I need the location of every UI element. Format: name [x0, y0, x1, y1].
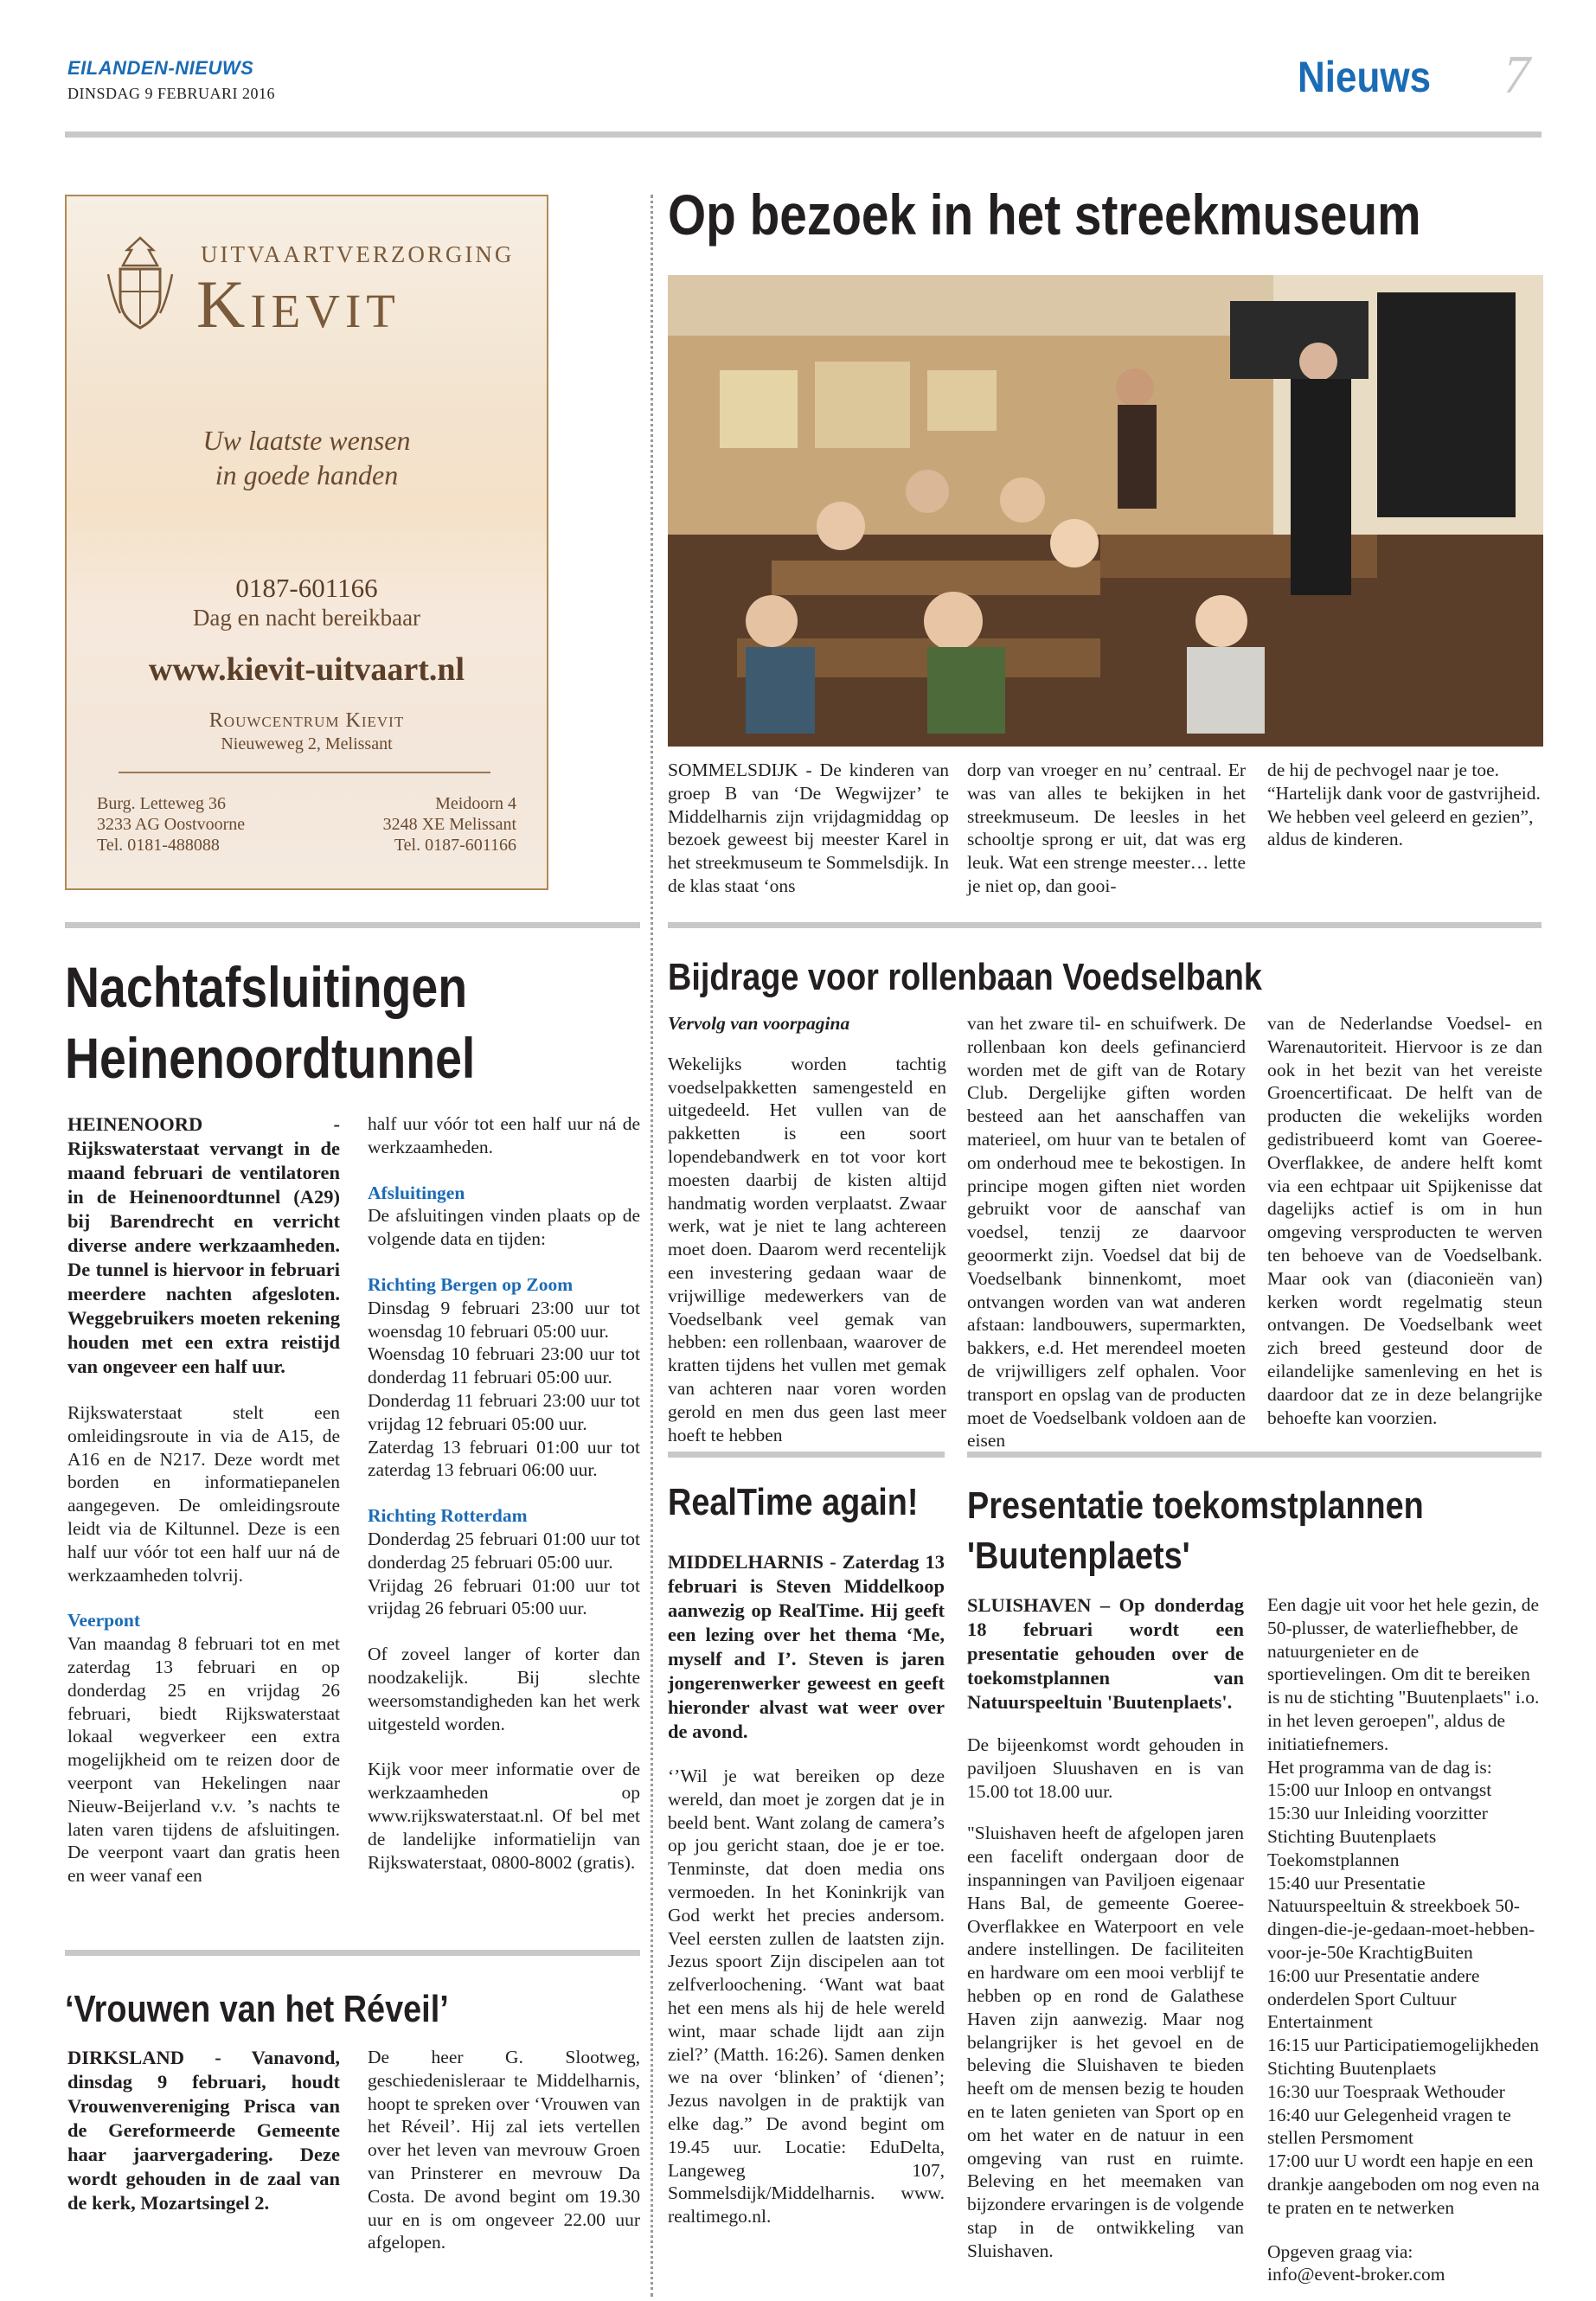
- museum-col-2: dorp van vroeger en nu’ centraal. Er was van alles te bekijken in het streekmuseum. De leesles in het schooltje sprong er uit, dat was erg leuk. Wat een strenge meester… lette je niet op, dan gooi-: [967, 760, 1246, 896]
- program-item: 16:00 uur Presentatie andere onderdelen Sport Cultuur Entertainment: [1267, 1965, 1480, 2033]
- tunnel-col-1: [67, 1112, 340, 1888]
- column-divider: [651, 195, 653, 2297]
- ad-address-line: Tel. 0181-488088: [97, 836, 220, 855]
- buutenplaets-headline-line: 'Buutenplaets': [967, 1535, 1190, 1577]
- ad-slogan: [67, 423, 547, 492]
- program-intro: Het programma van de dag is:: [1267, 1756, 1492, 1778]
- buutenplaets-col-1: [967, 1593, 1244, 2263]
- tunnel-p1: Rijkswaterstaat stelt een omleidingsroute in via de A15, de A16 en de N217. Deze wordt met borden en informatiepanelen aangegeven. De omleidingsroute leidt via de Kiltunnel. Deze is een half uur vóór tot een half uur ná de werkzaamheden tolvrij.: [67, 1402, 340, 1586]
- bergen-item: Zaterdag 13 februari 01:00 uur tot zaterdag 13 februari 06:00 uur.: [368, 1436, 640, 1481]
- program-item: 15:00 uur Inloop en ontvangst: [1267, 1779, 1492, 1801]
- rotterdam-item: Donderdag 25 februari 01:00 uur tot donderdag 25 februari 05:00 uur.: [368, 1528, 640, 1573]
- buutenplaets-headline-line: Presentatie toekomstplannen: [967, 1484, 1424, 1527]
- museum-col-3: de hij de pechvogel naar je toe. “Hartelijk dank voor de gastvrijheid. We hebben veel geleerd en gezien”, aldus de kinderen.: [1267, 760, 1541, 850]
- ad-address-line: 3233 AG Oostvoorne: [97, 815, 246, 834]
- tunnel-col2-intro: half uur vóór tot een half uur ná de werkzaamheden.: [368, 1113, 640, 1157]
- tunnel-zoveel: Of zoveel langer of korter dan noodzakelijk. Bij slechte weersomstandigheden kan het werk uitgesteld worden.: [368, 1644, 640, 1734]
- realtime-lead: MIDDELHARNIS - Zaterdag 13 februari is Steven Middelkoop aanwezig op RealTime. Hij geeft een lezing over het thema ‘Me, myself and I’. Steven is jaren jongerenwerker geweest en geeft hieronder alvast wat weer over de avond.: [668, 1551, 945, 1742]
- section-rule: [967, 1452, 1542, 1458]
- buutenplaets-p1: De bijeenkomst wordt gehouden in paviljoen Sluushaven en is van 15.00 tot 18.00 uur.: [967, 1734, 1244, 1802]
- tunnel-info: Kijk voor meer informatie over de werkzaamheden op www.rijkswaterstaat.nl. Of bel met de landelijke informatielijn van Rijkswaterstaat, 0800-8002 (gratis).: [368, 1759, 640, 1873]
- ad-availability: Dag en nacht bereikbaar: [192, 605, 421, 631]
- rotterdam-heading: Richting Rotterdam: [368, 1505, 528, 1527]
- voedselbank-headline: Bijdrage voor rollenbaan Voedselbank: [668, 956, 1262, 998]
- page-number: 7: [1503, 46, 1530, 105]
- bergen-item: Dinsdag 9 februari 23:00 uur tot woensdag 10 februari 05:00 uur.: [368, 1297, 640, 1342]
- header-rule: [65, 131, 1542, 138]
- reveil-lead: DIRKSLAND - Vanavond, dinsdag 9 februari, houdt Vrouwenvereniging Prisca van de Gereformeerde Gemeente haar jaarvergadering. Deze wordt gehouden in de zaal van de kerk, Mozartsingel 2.: [67, 2047, 340, 2214]
- reveil-headline: ‘Vrouwen van het Réveil’: [65, 1988, 449, 2030]
- signup-email[interactable]: info@event-broker.com: [1267, 2264, 1445, 2285]
- bergen-item: Woensdag 10 februari 23:00 uur tot donderdag 11 februari 05:00 uur.: [368, 1343, 640, 1388]
- ad-brand-small: UITVAARTVERZORGING: [201, 241, 515, 267]
- tunnel-headline: [65, 952, 475, 1093]
- realtime-body: ‘’Wil je wat bereiken op deze wereld, dan moet je zorgen dat je in beeld bent. Want zolang de camera’s op jou gericht staan, doe je er toe. Tenminste, dat doen media ons vermoeden. In het Koninkrijk van God werkt het precies andersom. Veel eersten zullen de laatsten zijn. Jezus spoort Zijn discipelen aan tot zelfverloochening. ‘Want wat baat het een mens als hij de hele wereld wint, maar schade lijdt aan zijn ziel?’ (Matth. 16:26). Samen denken we na over ‘blinken’ of ‘dienen’; Jezus navolgen in de praktijk van elke dag.” De avond begint om 19.45 uur. Locatie: EduDelta, Langeweg 107, Sommelsdijk/Middelharnis. www. realtimego.nl.: [668, 1766, 945, 2227]
- ad-address-line: Burg. Letteweg 36: [97, 794, 227, 813]
- veerpont-heading: Veerpont: [67, 1610, 141, 1631]
- rotterdam-item: Vrijdag 26 februari 01:00 uur tot vrijdag 26 februari 05:00 uur.: [368, 1574, 640, 1619]
- program-item: 16:15 uur Participatiemogelijkheden Stichting Buutenplaets: [1267, 2035, 1540, 2079]
- realtime-col: [668, 1550, 945, 2228]
- classroom-photo: [668, 275, 1543, 747]
- ad-address-right: [383, 793, 516, 856]
- museum-col-1: SOMMELSDIJK - De kinderen van groep B van ‘De Wegwijzer’ te Middelharnis zijn vrijdagmiddag op bezoek geweest bij meester Karel in het streekmuseum te Sommelsdijk. In de klas staat ‘ons: [668, 760, 949, 896]
- bergen-item: Donderdag 11 februari 23:00 uur tot vrijdag 12 februari 05:00 uur.: [368, 1389, 640, 1434]
- newspaper-logo: EILANDEN-NIEUWS: [67, 57, 254, 79]
- reveil-body: De heer G. Slootweg, geschiedenisleraar te Middelharnis, hoopt te spreken over ‘Vrouwen van het Réveil’. Hij zal iets vertellen over het leven van mevrouw Groen van Prinsterer en mevrouw Da Costa. De avond begint om 19.30 uur en is om ongeveer 22.00 uur afgelopen.: [368, 2047, 640, 2253]
- section-title: Nieuws: [1298, 53, 1432, 101]
- buutenplaets-p3: Een dagje uit voor het hele gezin, de 50-plusser, de waterliefhebber, de natuurgenieter en de sportievelingen. Om dit te bereiken is nu de stichting "Buutenplaets" i.o. in het leven geroepen", aldus de initiatiefnemers.: [1267, 1594, 1540, 1754]
- tunnel-headline-line: Heinenoordtunnel: [65, 1026, 476, 1090]
- voedselbank-col-1: [668, 1012, 946, 1446]
- program-item: 16:30 uur Toespraak Wethouder: [1267, 2080, 1505, 2102]
- bergen-heading: Richting Bergen op Zoom: [368, 1273, 574, 1295]
- ad-slogan-line: in goede handen: [215, 459, 399, 490]
- realtime-headline: RealTime again!: [668, 1481, 919, 1523]
- ad-center-address: Nieuweweg 2, Melissant: [221, 734, 393, 753]
- buutenplaets-headline: [967, 1481, 1424, 1581]
- issue-date: DINSDAG 9 FEBRUARI 2016: [67, 85, 276, 102]
- ad-address-line: Tel. 0187-601166: [394, 836, 516, 855]
- voedselbank-col-3: van de Nederlandse Voedsel- en Warenautoriteit. Hiervoor is ze dan ook in het bezit van het vereiste Groencertificaat. De helft van de producten die wekelijks worden gedistribueerd komt van Goeree-Overflakkee, de andere helft komt via een echtpaar uit Spijkenisse dat dagelijks actief is om in hun omgeving versproducten te werven ten behoeve van de Voedselbank. Maar ook van (diaconieën van) kerken wordt regelmatig steun ontvangen. De Voedselbank weet zich breed gesteund door de eilandelijke samenleving en het is daardoor dat ze in deze belangrijke behoefte kan voorzien.: [1267, 1013, 1542, 1428]
- signup-label: Opgeven graag via:: [1267, 2240, 1413, 2262]
- program-item: 15:40 uur Presentatie Natuurspeeltuin & streekboek 50-dingen-die-je-gedaan-moet-hebben-voor-je-50e KrachtigBuiten: [1267, 1872, 1535, 1963]
- funeral-ad: [65, 195, 548, 890]
- buutenplaets-lead: SLUISHAVEN – Op donderdag 18 februari wordt een presentatie gehouden over de toekomstplannen van Natuurspeeltuin 'Buutenplaets'.: [967, 1594, 1244, 1713]
- ad-website[interactable]: www.kievit-uitvaart.nl: [148, 651, 465, 688]
- ad-center-name: Rouwcentrum Kievit: [208, 709, 405, 732]
- program-item: 17:00 uur U wordt een hapje en een drankje aangeboden om nog even na te praten en te netwerken: [1267, 2150, 1540, 2218]
- tunnel-lead: HEINENOORD - Rijkswaterstaat vervangt in de maand februari de ventilatoren in de Heinenoordtunnel (A29) bij Barendrecht en verricht diverse andere werkzaamheden. De tunnel is hiervoor in februari meerdere nachten afgesloten. Weggebruikers moeten rekening houden met een extra reistijd van ongeveer een half uur.: [67, 1113, 340, 1377]
- program-item: 15:30 uur Inleiding voorzitter Stichting Buutenplaets Toekomstplannen: [1267, 1803, 1488, 1870]
- section-rule: [668, 922, 1542, 928]
- buutenplaets-p2: "Sluishaven heeft de afgelopen jaren een facelift ondergaan door de inspanningen van Paviljoen eigenaar Hans Bal, de gemeente Goeree-Overflakkee en Waterpoort en vele andere instellingen. De faciliteiten en hardware om een mooi verblijf te hebben op en rond de Galathese Haven zijn aanwezig. Maar nog belangrijker is het gevoel en de beleving die Sluishaven te bieden heeft om de mensen bezig te houden en te laten genieten van Sport op en om het water en de natuur in een omgeving van rust en ruimte. Beleving en het meemaken van bijzondere ervaringen is de volgende stap in de ontwikkeling van Sluishaven.: [967, 1823, 1244, 2261]
- tunnel-headline-line: Nachtafsluitingen: [65, 955, 468, 1019]
- ad-brand-big: Kievit: [196, 266, 401, 342]
- afsluitingen-text: De afsluitingen vinden plaats op de volgende data en tijden:: [368, 1205, 640, 1250]
- section-rule: [65, 922, 640, 928]
- ad-address-left: [97, 793, 245, 856]
- afsluitingen-heading: Afsluitingen: [368, 1182, 465, 1203]
- section-rule: [65, 1950, 640, 1956]
- museum-headline: Op bezoek in het streekmuseum: [668, 183, 1421, 247]
- buutenplaets-col-2: [1267, 1593, 1542, 2286]
- ad-address-line: Meidoorn 4: [435, 794, 516, 813]
- tunnel-col-2: [368, 1112, 640, 1874]
- veerpont-text: Van maandag 8 februari tot en met zaterdag 13 februari en op donderdag 25 en vrijdag 26 februari, biedt Rijkswaterstaat lokaal wegverkeer een extra mogelijkheid om te reizen door de veerpont van Hekelingen naar Nieuw-Beijerland v.v. ’s nachts te laten varen tijdens de afsluitingen. De veerpont vaart dan gratis heen en weer vanaf een: [67, 1633, 340, 1887]
- voedselbank-col-2: van het zware til- en schuifwerk. De rollenbaan kon deels gefinancierd worden met de gift van de Rotary Club. Dergelijke giften worden besteed aan het aanschaffen van materieel, om huur van te betalen of om onderhoud mee te bekostigen. In principe mogen giften niet worden gebruikt voor de aanschaf van voedsel, tenzij ze daarvoor geoormerkt zijn. Voedsel dat bij de Voedselbank binnenkomt, moet ontvangen worden van wat anderen afstaan: landbouwers, supermarkten, bakkers, e.d. Het merendeel moeten de vrijwilligers zelf ophalen. Voor transport en opslag van de producten moet de Voedselbank voldoen aan de eisen: [967, 1013, 1246, 1452]
- program-item: 16:40 uur Gelegenheid vragen te stellen Persmoment: [1267, 2104, 1511, 2149]
- photo-scene: [668, 275, 1543, 747]
- ad-slogan-line: Uw laatste wensen: [202, 425, 411, 456]
- ad-phone: 0187-601166: [235, 573, 378, 603]
- vervolg-label: Vervolg van voorpagina: [668, 1013, 850, 1034]
- ad-address-line: 3248 XE Melissant: [382, 815, 516, 834]
- crest-icon: [101, 231, 179, 335]
- ad-divider: [119, 772, 490, 773]
- section-rule: [668, 1452, 945, 1458]
- voedselbank-text-1: Wekelijks worden tachtig voedselpakketten samengesteld en uitgedeeld. Het vullen van de pakketten is een soort lopendebandwerk en tot voor kort moesten daarbij de kisten altijd handmatig worden verplaatst. Zwaar werk, wat je niet te lang achtereen moet doen. Daarom werd recentelijk een investering gedaan waar de vrijwillige medewerkers van de Voedselbank veel gemak van hebben: een rollenbaan, waarover de kratten tijdens het vullen met gemak van achteren naar voren worden gerold en men dus geen last meer hoeft te hebben: [668, 1053, 946, 1445]
